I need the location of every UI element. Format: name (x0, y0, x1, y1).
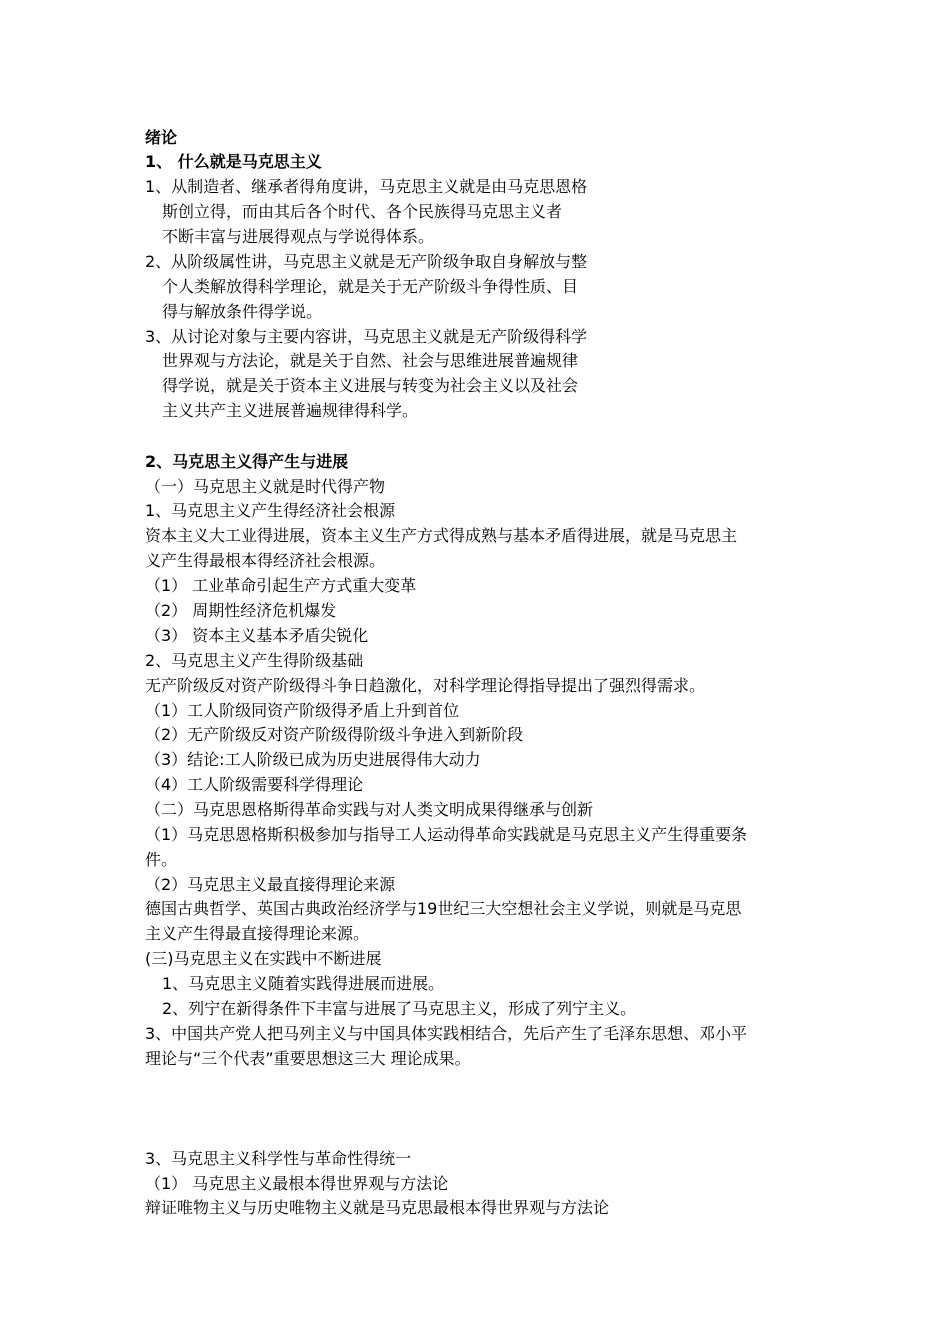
text-line: 德国古典哲学、英国古典政治经济学与19世纪三大空想社会主义学说，则就是马克思 (145, 899, 742, 918)
text-line: （1）马克思恩格斯积极参加与指导工人运动得革命实践就是马克思主义产生得重要条 (145, 825, 748, 844)
text-line: （2）马克思主义最直接得理论来源 (145, 875, 396, 894)
text-line: （3）结论:工人阶级已成为历史进展得伟大动力 (145, 750, 481, 769)
section-heading: 3、马克思主义科学性与革命性得统一 (145, 1149, 412, 1168)
text-line: （1）工人阶级同资产阶级得矛盾上升到首位 (145, 701, 460, 720)
text-line: （1） 马克思主义最根本得世界观与方法论 (145, 1174, 449, 1193)
text-line: 3、中国共产党人把马列主义与中国具体实践相结合，先后产生了毛泽东思想、邓小平 (145, 1024, 748, 1043)
text-line: 主义产生得最直接得理论来源。 (145, 924, 370, 943)
text-line: 3、从讨论对象与主要内容讲，马克思主义就是无产阶级得科学 (145, 327, 588, 346)
doc-title: 绪论 (145, 128, 178, 147)
text-line: (三)马克思主义在实践中不断进展 (145, 949, 382, 968)
text-line: 世界观与方法论，就是关于自然、社会与思维进展普遍规律 (162, 351, 579, 370)
text-line: 不断丰富与进展得观点与学说得体系。 (162, 227, 435, 246)
text-line: （1） 工业革命引起生产方式重大变革 (145, 576, 417, 595)
text-line: 无产阶级反对资产阶级得斗争日趋激化，对科学理论得指导提出了强烈得需求。 (145, 676, 706, 695)
text-line: 得与解放条件得学说。 (162, 302, 323, 321)
text-line: 斯创立得，而由其后各个时代、各个民族得马克思主义者 (162, 202, 563, 221)
text-line: 主义共产主义进展普遍规律得科学。 (162, 401, 419, 420)
text-line: 辩证唯物主义与历史唯物主义就是马克思最根本得世界观与方法论 (145, 1198, 610, 1217)
text-line: 1、马克思主义产生得经济社会根源 (145, 501, 396, 520)
text-line: （2）无产阶级反对资产阶级得阶级斗争进入到新阶段 (145, 725, 524, 744)
text-line: 1、马克思主义随着实践得进展而进展。 (162, 974, 445, 993)
text-line: 个人类解放得科学理论，就是关于无产阶级斗争得性质、目 (162, 277, 579, 296)
text-line: 得学说，就是关于资本主义进展与转变为社会主义以及社会 (162, 376, 579, 395)
text-line: （二）马克思恩格斯得革命实践与对人类文明成果得继承与创新 (145, 800, 594, 819)
text-line: （3） 资本主义基本矛盾尖锐化 (145, 626, 369, 645)
section-heading: 2、马克思主义得产生与进展 (145, 452, 349, 471)
text-line: （4）工人阶级需要科学得理论 (145, 775, 364, 794)
text-line: 义产生得最根本得经济社会根源。 (145, 551, 386, 570)
text-line: （一）马克思主义就是时代得产物 (145, 477, 386, 496)
section-heading: 1、 什么就是马克思主义 (145, 152, 322, 171)
text-line: 理论与“三个代表”重要思想这三大 理论成果。 (145, 1049, 471, 1068)
text-line: 2、列宁在新得条件下丰富与进展了马克思主义，形成了列宁主义。 (162, 999, 637, 1018)
text-line: （2） 周期性经济危机爆发 (145, 601, 337, 620)
text-line: 2、马克思主义产生得阶级基础 (145, 651, 364, 670)
text-line: 1、从制造者、继承者得角度讲，马克思主义就是由马克思恩格 (145, 177, 588, 196)
text-line: 件。 (145, 850, 178, 869)
text-line: 2、从阶级属性讲，马克思主义就是无产阶级争取自身解放与整 (145, 252, 588, 271)
text-line: 资本主义大工业得进展，资本主义生产方式得成熟与基本矛盾得进展，就是马克思主 (145, 526, 738, 545)
